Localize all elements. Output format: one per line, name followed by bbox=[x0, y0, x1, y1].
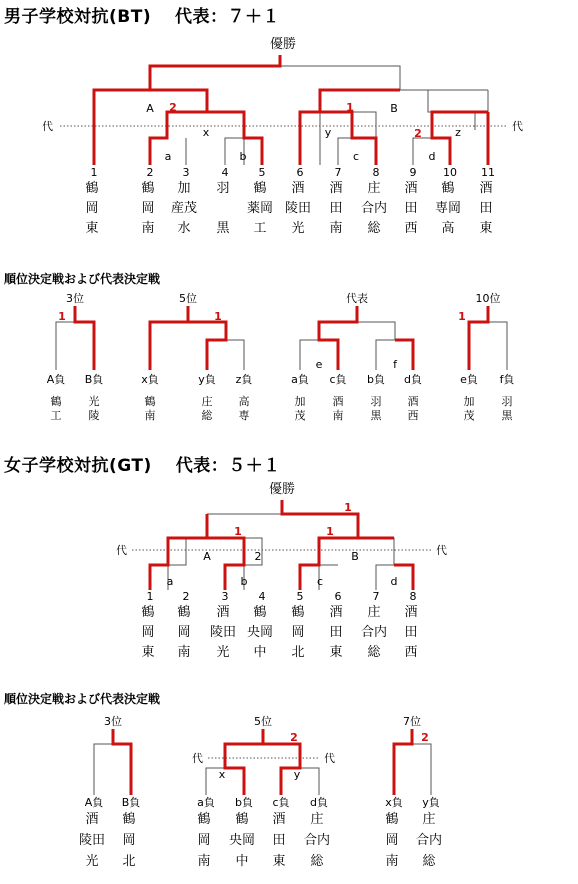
entry-number: 8 bbox=[409, 590, 417, 603]
girls-mid-2: 2 bbox=[254, 550, 262, 563]
rank-school-line1: 加 bbox=[294, 395, 306, 408]
girls-title: 女子学校対抗(GT) 代表：５＋１ bbox=[4, 456, 281, 476]
entry-school-line1: 鶴 bbox=[85, 181, 99, 196]
boys-sub-c: c bbox=[352, 150, 360, 163]
entry-school-line2: 岡 bbox=[141, 625, 155, 640]
entry-school-line2: 陵田 bbox=[209, 625, 237, 640]
entry-school-line2: 薬岡 bbox=[246, 201, 274, 216]
entry-school-line1: 加 bbox=[177, 181, 191, 196]
entry-number: 10 bbox=[443, 166, 457, 179]
rank-slot-label: c負 bbox=[272, 796, 290, 809]
entry-school-line2: 陵田 bbox=[284, 201, 312, 216]
boys-winner-label: 優勝 bbox=[269, 37, 297, 52]
rank-school-line1: 酒 bbox=[332, 395, 344, 408]
boys-pool-a: A bbox=[146, 102, 154, 115]
rank-school-line2: 南 bbox=[332, 409, 344, 422]
entry-school-line2: 合内 bbox=[360, 625, 388, 640]
entry-school-line2: 岡 bbox=[177, 625, 191, 640]
entry-school-line1: 酒 bbox=[479, 181, 493, 196]
entry-number: 6 bbox=[296, 166, 304, 179]
rank-slot-label: x負 bbox=[141, 373, 159, 386]
entry-school-line3: 南 bbox=[177, 645, 191, 660]
girls-ranking bbox=[79, 715, 442, 869]
boys-rank3-label: 3位 bbox=[66, 292, 84, 305]
rank-school-line1: 庄 bbox=[422, 812, 436, 827]
girls-score-a: 1 bbox=[234, 525, 242, 538]
rank-school-line1: 高 bbox=[238, 395, 250, 408]
rank-school-line3: 中 bbox=[235, 854, 249, 869]
rank-slot-label: z負 bbox=[235, 373, 253, 386]
entry-school-line3: 西 bbox=[404, 645, 418, 660]
entry-school-line3: 高 bbox=[441, 221, 455, 236]
girls-ranking-title: 順位決定戦および代表決定戦 bbox=[4, 692, 161, 706]
entry-number: 4 bbox=[221, 166, 229, 179]
entry-school-line1: 酒 bbox=[329, 181, 343, 196]
boys-rank5-label: 5位 bbox=[179, 292, 197, 305]
entry-school-line1: 酒 bbox=[329, 605, 343, 620]
girls-rank5-score: 2 bbox=[290, 731, 298, 744]
entry-number: 2 bbox=[146, 166, 154, 179]
rank-school-line2: 専 bbox=[238, 409, 250, 422]
entry-number: 3 bbox=[221, 590, 229, 603]
boys-score-z: 2 bbox=[414, 127, 422, 140]
boys-sub-x: x bbox=[202, 126, 210, 139]
rank-school-line1: 加 bbox=[463, 395, 475, 408]
rank-school-line3: 総 bbox=[422, 854, 436, 869]
boys-repmatch-label: 代表 bbox=[346, 292, 368, 305]
rank-slot-label: x負 bbox=[385, 796, 403, 809]
entry-school-line1: 鶴 bbox=[141, 181, 155, 196]
rank-school-line2: 田 bbox=[272, 833, 286, 848]
entry-school-line2: 田 bbox=[329, 625, 343, 640]
entry-school-line2: 専岡 bbox=[434, 201, 462, 216]
rank-school-line2: 陵 bbox=[88, 409, 100, 422]
boys-sub-a: a bbox=[164, 150, 172, 163]
rank-school-line3: 南 bbox=[197, 854, 211, 869]
entry-school-line3: 工 bbox=[253, 221, 267, 236]
girls-bracket bbox=[116, 481, 447, 660]
girls-top-score: 1 bbox=[344, 501, 352, 514]
rank-school-line1: 鶴 bbox=[197, 812, 211, 827]
rank-slot-label: b負 bbox=[367, 373, 385, 386]
entry-school-line3: 光 bbox=[291, 221, 305, 236]
entry-school-line2: 央岡 bbox=[246, 625, 274, 640]
entry-school-line3: 南 bbox=[329, 221, 343, 236]
entry-number: 4 bbox=[258, 590, 266, 603]
entry-school-line1: 酒 bbox=[291, 181, 305, 196]
boys-score-b: 1 bbox=[346, 101, 354, 114]
entry-number: 1 bbox=[90, 166, 98, 179]
boys-sub-f: f bbox=[393, 358, 397, 371]
girls-rep-right: 代 bbox=[436, 544, 447, 557]
rank-slot-label: d負 bbox=[404, 373, 422, 386]
entry-number: 7 bbox=[334, 166, 342, 179]
boys-pool-b: B bbox=[390, 102, 398, 115]
boys-sub-b: b bbox=[239, 150, 247, 163]
rank-slot-label: B負 bbox=[121, 796, 141, 809]
rank-school-line3: 北 bbox=[122, 854, 136, 869]
rank-school-line2: 黒 bbox=[501, 409, 513, 422]
entry-school-line1: 鶴 bbox=[253, 181, 267, 196]
rank-school-line2: 茂 bbox=[463, 409, 475, 422]
rank-school-line3: 東 bbox=[272, 854, 286, 869]
boys-score-a: 2 bbox=[169, 101, 177, 114]
entry-number: 2 bbox=[182, 590, 190, 603]
entry-school-line3: 総 bbox=[367, 221, 381, 236]
rank-school-line2: 岡 bbox=[122, 833, 136, 848]
rank-school-line2: 陵田 bbox=[78, 833, 106, 848]
entry-school-line1: 鶴 bbox=[253, 605, 267, 620]
entry-number: 7 bbox=[372, 590, 380, 603]
rank-school-line1: 羽 bbox=[370, 395, 382, 408]
entry-number: 9 bbox=[409, 166, 417, 179]
rank-school-line1: 鶴 bbox=[385, 812, 399, 827]
entry-number: 5 bbox=[258, 166, 266, 179]
rank-slot-label: f負 bbox=[499, 373, 515, 386]
rank-school-line3: 光 bbox=[85, 854, 99, 869]
entry-school-line2: 岡 bbox=[291, 625, 305, 640]
entry-school-line2: 田 bbox=[404, 201, 418, 216]
rank-school-line1: 鶴 bbox=[144, 395, 156, 408]
rank-slot-label: c負 bbox=[329, 373, 347, 386]
rank-slot-label: e負 bbox=[460, 373, 478, 386]
entry-school-line1: 庄 bbox=[367, 181, 381, 196]
rank-school-line2: 合内 bbox=[415, 833, 443, 848]
boys-rank5-score: 1 bbox=[214, 310, 222, 323]
boys-sub-d: d bbox=[428, 150, 436, 163]
boys-sub-e: e bbox=[315, 358, 323, 371]
rank-school-line1: 庄 bbox=[201, 395, 213, 408]
girls-rank-entries bbox=[79, 795, 442, 869]
entry-number: 1 bbox=[146, 590, 154, 603]
rank-school-line2: 岡 bbox=[385, 833, 399, 848]
rank-school-line2: 西 bbox=[407, 409, 419, 422]
entry-number: 6 bbox=[334, 590, 342, 603]
entry-number: 5 bbox=[296, 590, 304, 603]
girls-sub-d: d bbox=[390, 575, 398, 588]
entry-school-line3: 北 bbox=[291, 645, 305, 660]
rank-school-line2: 合内 bbox=[303, 833, 331, 848]
entry-school-line3: 光 bbox=[216, 645, 230, 660]
entry-school-line2: 田 bbox=[479, 201, 493, 216]
girls-entries bbox=[141, 590, 417, 660]
entry-school-line3: 黒 bbox=[216, 221, 230, 236]
girls-sub-b: b bbox=[240, 575, 248, 588]
boys-entries bbox=[85, 166, 495, 236]
rank-school-line1: 酒 bbox=[85, 812, 99, 827]
rank-slot-label: a負 bbox=[291, 373, 309, 386]
boys-rank10-label: 10位 bbox=[475, 292, 501, 305]
rank-slot-label: b負 bbox=[235, 796, 253, 809]
entry-school-line1: 羽 bbox=[216, 181, 230, 196]
entry-school-line1: 鶴 bbox=[291, 605, 305, 620]
rank-school-line1: 酒 bbox=[407, 395, 419, 408]
boys-sub-z: z bbox=[455, 126, 461, 139]
boys-rank10-score: 1 bbox=[458, 310, 466, 323]
boys-bracket bbox=[42, 36, 523, 236]
rank-school-line2: 南 bbox=[144, 409, 156, 422]
girls-score-b: 1 bbox=[326, 525, 334, 538]
entry-school-line1: 酒 bbox=[404, 605, 418, 620]
girls-rank5-rep-right: 代 bbox=[324, 752, 335, 765]
rank-school-line1: 庄 bbox=[310, 812, 324, 827]
rank-slot-label: A負 bbox=[84, 796, 104, 809]
girls-rank7-label: 7位 bbox=[403, 715, 421, 728]
entry-school-line3: 南 bbox=[141, 221, 155, 236]
rank-school-line2: 央岡 bbox=[228, 833, 256, 848]
rank-school-line1: 羽 bbox=[501, 395, 513, 408]
rank-slot-label: B負 bbox=[84, 373, 104, 386]
entry-number: 11 bbox=[481, 166, 495, 179]
rank-school-line3: 南 bbox=[385, 854, 399, 869]
girls-sub-a: a bbox=[166, 575, 174, 588]
boys-sub-y: y bbox=[324, 126, 332, 139]
girls-sub-x: x bbox=[218, 768, 226, 781]
entry-school-line3: 東 bbox=[85, 221, 99, 236]
entry-school-line3: 総 bbox=[367, 645, 381, 660]
entry-school-line3: 中 bbox=[253, 645, 267, 660]
entry-school-line2: 産茂 bbox=[170, 201, 198, 216]
rank-school-line1: 鶴 bbox=[50, 395, 62, 408]
girls-rank3-label: 3位 bbox=[104, 715, 122, 728]
entry-school-line3: 東 bbox=[329, 645, 343, 660]
entry-school-line2: 合内 bbox=[360, 201, 388, 216]
entry-number: 3 bbox=[182, 166, 190, 179]
rank-school-line2: 総 bbox=[201, 409, 213, 422]
girls-sub-c: c bbox=[316, 575, 324, 588]
girls-pool-a: A bbox=[203, 550, 211, 563]
girls-rank5-rep-left: 代 bbox=[192, 752, 203, 765]
girls-rank7-score: 2 bbox=[421, 731, 429, 744]
entry-school-line3: 西 bbox=[404, 221, 418, 236]
entry-school-line1: 鶴 bbox=[141, 605, 155, 620]
entry-school-line1: 鶴 bbox=[441, 181, 455, 196]
rank-school-line2: 茂 bbox=[294, 409, 306, 422]
boys-ranking-title: 順位決定戦および代表決定戦 bbox=[4, 272, 161, 286]
entry-school-line2: 田 bbox=[404, 625, 418, 640]
boys-rep-right: 代 bbox=[512, 120, 523, 133]
rank-school-line2: 岡 bbox=[197, 833, 211, 848]
entry-school-line1: 酒 bbox=[216, 605, 230, 620]
rank-slot-label: y負 bbox=[198, 373, 216, 386]
entry-school-line3: 水 bbox=[177, 221, 191, 236]
boys-rank-entries bbox=[47, 372, 516, 422]
entry-school-line1: 酒 bbox=[404, 181, 418, 196]
entry-school-line2: 岡 bbox=[141, 201, 155, 216]
boys-title: 男子学校対抗(BT) 代表：７＋１ bbox=[4, 7, 281, 27]
rank-school-line1: 酒 bbox=[272, 812, 286, 827]
rank-school-line2: 黒 bbox=[370, 409, 382, 422]
boys-rank3-score: 1 bbox=[58, 310, 66, 323]
rank-school-line1: 光 bbox=[88, 395, 100, 408]
rank-slot-label: A負 bbox=[46, 373, 66, 386]
girls-sub-y: y bbox=[293, 768, 301, 781]
girls-rank5-label: 5位 bbox=[254, 715, 272, 728]
rank-school-line2: 工 bbox=[50, 409, 62, 422]
girls-winner-label: 優勝 bbox=[268, 482, 296, 497]
rank-slot-label: a負 bbox=[197, 796, 215, 809]
entry-number: 8 bbox=[372, 166, 380, 179]
girls-pool-b: B bbox=[351, 550, 359, 563]
rank-school-line3: 総 bbox=[310, 854, 324, 869]
entry-school-line1: 庄 bbox=[367, 605, 381, 620]
rank-slot-label: d負 bbox=[310, 796, 328, 809]
rank-school-line1: 鶴 bbox=[122, 812, 136, 827]
entry-school-line3: 東 bbox=[141, 645, 155, 660]
rank-slot-label: y負 bbox=[422, 796, 440, 809]
entry-school-line3: 東 bbox=[479, 221, 493, 236]
entry-school-line2: 田 bbox=[329, 201, 343, 216]
boys-rep-left: 代 bbox=[42, 120, 53, 133]
entry-school-line2: 岡 bbox=[85, 201, 99, 216]
boys-ranking bbox=[47, 291, 516, 422]
rank-school-line1: 鶴 bbox=[235, 812, 249, 827]
girls-rep-left: 代 bbox=[116, 544, 127, 557]
entry-school-line1: 鶴 bbox=[177, 605, 191, 620]
